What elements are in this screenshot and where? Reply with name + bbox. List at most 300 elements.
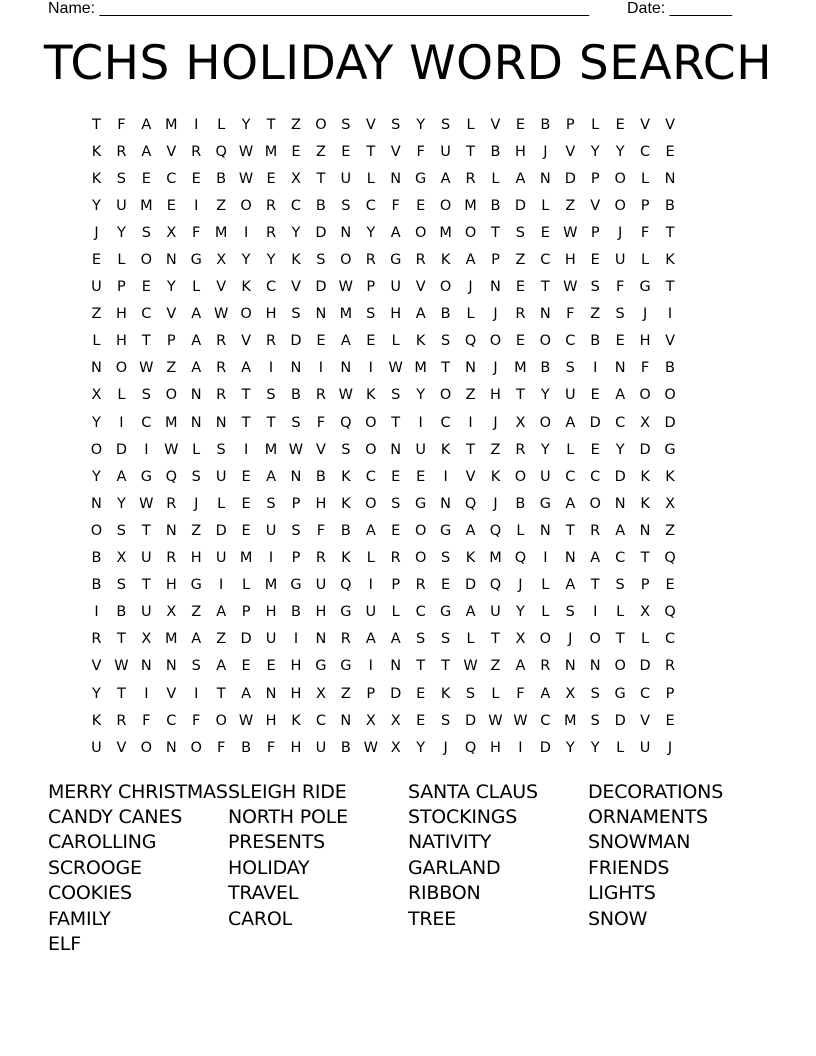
grid-letter: D (664, 414, 676, 431)
word-list-item: NATIVITY (408, 831, 492, 854)
grid-letter: K (640, 468, 650, 485)
grid-letter: Z (515, 252, 526, 269)
word-list-item: GARLAND (408, 856, 501, 879)
grid-letter: R (166, 495, 177, 512)
grid-letter: A (390, 631, 401, 648)
grid-row (84, 707, 734, 734)
grid-letter: Z (216, 631, 227, 648)
grid-row (84, 680, 734, 707)
grid-letter: N (140, 658, 152, 675)
grid-letter: T (266, 116, 276, 133)
grid-letter: E (515, 279, 525, 296)
grid-letter: T (116, 631, 126, 648)
grid-letter: B (315, 197, 326, 214)
grid-letter: L (366, 550, 375, 567)
grid-letter: K (366, 387, 376, 404)
grid-letter: O (614, 170, 626, 187)
grid-letter: B (290, 604, 301, 621)
grid-letter: E (590, 252, 600, 269)
grid-letter: E (141, 279, 151, 296)
grid-letter: S (341, 197, 351, 214)
grid-letter: A (515, 170, 526, 187)
grid-letter: I (268, 550, 274, 567)
grid-letter: A (216, 658, 227, 675)
grid-letter: W (563, 224, 578, 241)
grid-letter: F (192, 224, 201, 241)
grid-letter: D (115, 441, 127, 458)
grid-letter: W (488, 712, 503, 729)
grid-letter: O (215, 712, 227, 729)
grid-letter: D (240, 631, 252, 648)
grid-letter: K (465, 550, 476, 567)
grid-letter: C (365, 197, 376, 214)
grid-letter: R (91, 631, 102, 648)
grid-letter: O (414, 522, 427, 539)
grid-letter: T (615, 631, 625, 648)
grid-letter: K (241, 279, 251, 296)
grid-letter: K (291, 712, 301, 729)
grid-letter: E (590, 441, 600, 458)
grid-letter: Z (216, 197, 227, 214)
grid-letter: M (439, 224, 452, 241)
grid-letter: J (518, 577, 523, 594)
grid-letter: X (640, 414, 651, 431)
grid-letter: R (415, 577, 426, 594)
grid-letter: T (391, 414, 401, 431)
grid-letter: O (140, 739, 153, 756)
grid-letter: I (667, 306, 673, 323)
grid-letter: Z (315, 143, 326, 160)
grid-letter: L (616, 604, 625, 621)
grid-letter: S (341, 116, 351, 133)
grid-letter: H (639, 333, 651, 350)
grid-letter: H (514, 143, 526, 160)
grid-letter: A (116, 468, 127, 485)
grid-letter: F (117, 116, 126, 133)
grid-letter: B (490, 143, 501, 160)
grid-letter: Y (540, 387, 550, 404)
grid-letter: N (589, 658, 601, 675)
grid-letter: I (318, 360, 324, 377)
grid-letter: N (215, 414, 227, 431)
grid-letter: T (466, 143, 475, 160)
grid-letter: V (166, 685, 177, 702)
grid-letter: M (165, 116, 178, 133)
word-list-item: PRESENTS (228, 831, 326, 854)
grid-letter: V (490, 116, 501, 133)
grid-letter: N (290, 360, 302, 377)
grid-letter: G (340, 604, 352, 621)
grid-letter: O (365, 441, 377, 458)
grid-letter: I (293, 631, 299, 648)
grid-letter: U (340, 170, 352, 187)
grid-letter: R (216, 387, 227, 404)
header-line (0, 0, 816, 22)
grid-letter: E (141, 170, 151, 187)
grid-letter: V (91, 658, 102, 675)
grid-letter: W (238, 712, 254, 729)
grid-letter: K (665, 252, 675, 269)
grid-letter: A (465, 604, 476, 621)
grid-row (84, 653, 734, 680)
grid-letter: X (365, 712, 376, 729)
grid-letter: T (316, 170, 326, 187)
grid-letter: K (341, 550, 351, 567)
grid-letter: L (491, 685, 500, 702)
grid-letter: D (290, 333, 302, 350)
grid-letter: M (165, 414, 178, 431)
grid-letter: O (589, 631, 601, 648)
grid-letter: X (216, 252, 227, 269)
grid-letter: W (338, 387, 354, 404)
grid-letter: Z (340, 685, 351, 702)
grid-letter: D (564, 170, 576, 187)
grid-letter: S (391, 116, 401, 133)
grid-letter: E (416, 685, 426, 702)
grid-letter: A (465, 522, 476, 539)
grid-letter: R (116, 712, 127, 729)
grid-letter: C (265, 279, 277, 296)
grid-letter: N (490, 279, 501, 296)
grid-letter: T (141, 577, 151, 594)
grid-letter: I (368, 577, 373, 594)
grid-letter: J (493, 360, 498, 377)
grid-letter: S (590, 712, 600, 729)
grid-row (84, 599, 734, 626)
grid-letter: S (266, 495, 276, 512)
grid-row (84, 328, 734, 355)
grid-letter: D (539, 739, 551, 756)
grid-letter: H (390, 306, 402, 323)
grid-letter: R (340, 631, 351, 648)
grid-letter: E (615, 116, 625, 133)
grid-letter: H (490, 387, 501, 404)
grid-letter: M (165, 631, 178, 648)
grid-letter: R (515, 306, 526, 323)
grid-letter: X (390, 739, 401, 756)
grid-letter: R (415, 252, 426, 269)
grid-letter: Z (490, 658, 501, 675)
grid-letter: M (339, 306, 353, 323)
word-list-item: LIGHTS (588, 882, 656, 905)
grid-letter: S (341, 441, 351, 458)
grid-letter: Q (664, 604, 676, 621)
grid-letter: M (264, 143, 278, 160)
grid-letter: U (116, 197, 127, 214)
grid-letter: R (365, 252, 376, 269)
grid-letter: D (315, 224, 327, 241)
grid-letter: C (141, 306, 152, 323)
grid-letter: S (440, 333, 451, 350)
grid-letter: N (639, 522, 651, 539)
grid-letter: A (241, 360, 252, 377)
grid-letter: T (266, 414, 276, 431)
grid-letter: Q (340, 414, 352, 431)
grid-letter: A (191, 631, 202, 648)
grid-letter: A (565, 577, 576, 594)
grid-letter: N (539, 170, 551, 187)
grid-letter: B (665, 197, 675, 214)
grid-letter: F (142, 712, 151, 729)
grid-letter: B (590, 333, 601, 350)
grid-letter: I (518, 739, 523, 756)
grid-letter: S (116, 522, 127, 539)
grid-letter: H (115, 306, 127, 323)
word-list-item: HOLIDAY (228, 856, 310, 879)
grid-row (84, 463, 734, 490)
grid-letter: U (91, 279, 102, 296)
grid-letter: H (315, 495, 327, 512)
grid-letter: V (665, 116, 675, 133)
grid-letter: X (166, 604, 177, 621)
grid-letter: O (514, 468, 527, 485)
grid-letter: L (217, 495, 226, 512)
grid-letter: L (466, 631, 475, 648)
grid-letter: O (190, 739, 202, 756)
grid-letter: T (540, 279, 550, 296)
grid-letter: N (440, 495, 452, 512)
grid-letter: N (390, 658, 402, 675)
grid-letter: J (194, 495, 199, 512)
grid-letter: X (515, 631, 526, 648)
grid-letter: B (315, 468, 326, 485)
grid-letter: K (91, 143, 102, 160)
grid-letter: X (515, 414, 526, 431)
grid-letter: O (240, 306, 252, 323)
grid-letter: K (415, 333, 426, 350)
word-list (48, 779, 768, 957)
grid-letter: U (614, 252, 626, 269)
grid-letter: Z (291, 116, 301, 133)
grid-letter: Y (590, 143, 600, 160)
grid-letter: N (165, 658, 177, 675)
grid-letter: M (140, 197, 153, 214)
grid-letter: A (565, 495, 576, 512)
grid-letter: D (614, 468, 626, 485)
grid-letter: V (166, 143, 177, 160)
grid-letter: S (291, 414, 301, 431)
grid-letter: V (116, 739, 127, 756)
grid-letter: W (338, 279, 354, 296)
grid-letter: E (416, 712, 426, 729)
grid-letter: K (91, 712, 102, 729)
grid-letter: J (468, 279, 473, 296)
grid-letter: A (540, 685, 551, 702)
grid-letter: H (290, 685, 302, 702)
grid-letter: R (664, 658, 676, 675)
grid-letter: F (391, 197, 400, 214)
grid-letter: Z (91, 306, 102, 323)
word-list-item: CAROLLING (48, 831, 157, 854)
grid-letter: Y (116, 495, 126, 512)
grid-letter: W (139, 495, 154, 512)
grid-letter: S (191, 658, 201, 675)
grid-letter: N (340, 712, 352, 729)
grid-letter: U (540, 468, 551, 485)
grid-letter: E (590, 387, 600, 404)
grid-letter: G (439, 604, 452, 621)
grid-letter: S (141, 224, 151, 241)
grid-letter: W (238, 143, 254, 160)
grid-letter: N (390, 441, 402, 458)
grid-letter: S (590, 279, 600, 296)
grid-letter: U (564, 387, 576, 404)
grid-letter: B (241, 739, 252, 756)
grid-letter: R (315, 387, 326, 404)
grid-letter: W (363, 739, 378, 756)
grid-letter: R (315, 550, 326, 567)
grid-letter: M (264, 441, 278, 458)
grid-letter: N (315, 306, 327, 323)
grid-letter: X (315, 685, 326, 702)
grid-letter: O (414, 224, 427, 241)
grid-row (84, 301, 734, 328)
grid-letter: K (341, 495, 351, 512)
grid-letter: I (219, 577, 224, 594)
grid-letter: X (116, 550, 127, 567)
grid-letter: B (91, 577, 102, 594)
grid-letter: Y (92, 414, 101, 431)
grid-letter: B (290, 387, 301, 404)
grid-letter: L (192, 279, 201, 296)
grid-letter: E (615, 333, 625, 350)
grid-letter: V (465, 468, 476, 485)
grid-letter: N (340, 224, 352, 241)
grid-letter: X (91, 387, 102, 404)
grid-letter: E (341, 143, 351, 160)
grid-letter: P (640, 197, 650, 214)
grid-letter: H (564, 252, 576, 269)
grid-letter: Y (615, 441, 625, 458)
grid-letter: X (640, 604, 651, 621)
grid-letter: A (191, 360, 202, 377)
grid-letter: O (414, 550, 427, 567)
grid-letter: X (141, 631, 152, 648)
grid-letter: T (441, 360, 451, 377)
grid-letter: S (141, 387, 151, 404)
grid-letter: O (240, 197, 252, 214)
grid-row (84, 572, 734, 599)
grid-letter: F (640, 360, 650, 377)
grid-letter: Y (241, 252, 251, 269)
grid-letter: U (490, 604, 501, 621)
grid-letter: O (664, 387, 676, 404)
grid-letter: H (290, 658, 302, 675)
grid-letter: C (415, 604, 426, 621)
grid-letter: W (213, 306, 229, 323)
grid-letter: R (166, 550, 177, 567)
grid-letter: F (316, 522, 326, 539)
grid-letter: L (391, 604, 400, 621)
grid-letter: P (241, 604, 251, 621)
grid-letter: N (539, 306, 551, 323)
grid-letter: B (216, 170, 227, 187)
grid-letter: L (541, 577, 550, 594)
grid-letter: S (291, 522, 301, 539)
grid-letter: N (564, 658, 576, 675)
grid-letter: P (117, 279, 126, 296)
grid-letter: U (365, 604, 377, 621)
word-list-item: ORNAMENTS (588, 806, 708, 829)
word-row (48, 855, 768, 880)
grid-letter: L (541, 197, 550, 214)
grid-letter: X (665, 495, 675, 512)
grid-letter: C (290, 197, 302, 214)
grid-letter: J (642, 306, 648, 323)
grid-letter: Y (590, 739, 600, 756)
grid-letter: D (464, 712, 477, 729)
grid-letter: M (214, 224, 228, 241)
grid-letter: U (639, 739, 651, 756)
grid-letter: V (216, 279, 227, 296)
grid-letter: T (515, 387, 525, 404)
word-list-item: SANTA CLAUS (408, 780, 538, 803)
word-list-item: SNOW (588, 907, 648, 930)
grid-letter: C (315, 712, 326, 729)
grid-letter: A (615, 522, 626, 539)
grid-letter: Y (615, 143, 625, 160)
grid-letter: F (316, 414, 326, 431)
grid-letter: K (440, 252, 451, 269)
grid-letter: A (141, 116, 152, 133)
grid-letter: B (340, 522, 351, 539)
grid-letter: C (565, 468, 576, 485)
grid-letter: W (563, 279, 578, 296)
grid-letter: A (590, 550, 601, 567)
grid-letter: A (340, 333, 351, 350)
grid-letter: X (390, 712, 401, 729)
grid-letter: V (665, 333, 675, 350)
word-list-item: MERRY CHRISTMAS (48, 780, 228, 803)
grid-letter: I (593, 360, 598, 377)
grid-letter: J (543, 143, 548, 160)
grid-letter: H (265, 306, 277, 323)
grid-letter: Q (514, 550, 527, 567)
grid-letter: P (391, 577, 401, 594)
grid-letter: U (215, 468, 227, 485)
grid-letter: G (415, 495, 427, 512)
grid-letter: N (190, 387, 202, 404)
grid-letter: W (288, 441, 304, 458)
grid-letter: A (191, 333, 202, 350)
grid-letter: D (215, 522, 227, 539)
grid-letter: O (639, 387, 651, 404)
grid-letter: J (493, 495, 498, 512)
grid-letter: Y (166, 279, 176, 296)
grid-letter: O (165, 387, 177, 404)
grid-letter: F (516, 685, 525, 702)
grid-letter: P (590, 224, 600, 241)
grid-letter: V (315, 441, 326, 458)
grid-letter: E (241, 522, 251, 539)
grid-letter: A (565, 414, 576, 431)
grid-letter: N (265, 685, 277, 702)
grid-letter: V (590, 197, 601, 214)
grid-letter: I (243, 441, 249, 458)
word-list-item: SNOWMAN (588, 831, 691, 854)
grid-letter: T (141, 522, 151, 539)
grid-letter: Q (664, 550, 676, 567)
grid-letter: T (665, 224, 675, 241)
grid-letter: P (565, 116, 575, 133)
grid-letter: I (194, 685, 199, 702)
word-list-item: ELF (48, 933, 81, 956)
word-list-item: FRIENDS (588, 856, 670, 879)
name-field-label: Name: _______________________________________________________ (48, 0, 589, 17)
grid-letter: C (166, 170, 177, 187)
grid-letter: O (315, 116, 327, 133)
grid-letter: L (117, 387, 126, 404)
